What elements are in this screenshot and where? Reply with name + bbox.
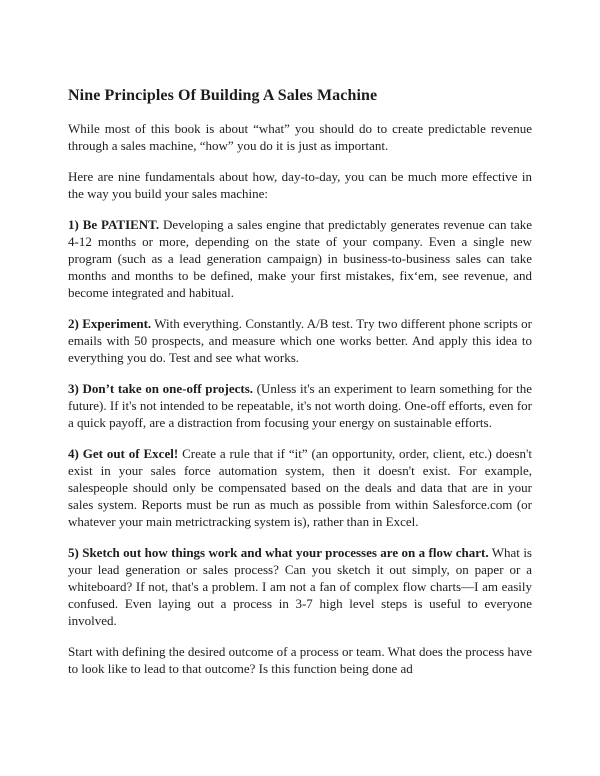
principle-3-lead: 3) Don’t take on one-off projects.: [68, 381, 254, 396]
page-title: Nine Principles Of Building A Sales Machine: [68, 87, 378, 104]
principle-4-lead: 4) Get out of Excel!: [68, 446, 179, 461]
principle-5-lead: 5) Sketch out how things work and what your processes are on a flow chart.: [68, 545, 489, 560]
principle-4-paragraph: [68, 445, 532, 530]
paragraph-body: Developing a sales engine that predictably generates revenue can take 4-12 months or more, depending on the state of your company. Even a single new program (such as a lead generation campaign) in business-to-business sales can take months and months to be defined, make your first mistakes, fix‘em, see revenue, and become integrated and habitual.: [68, 217, 532, 300]
paragraph-body: What is your lead generation or sales process? Can you sketch it out simply, on paper or a whiteboard? If not, that's a problem. I am not a fan of complex flow charts—I am easily confused. Even laying out a process in 3-7 high level steps is useful to everyone involved.: [68, 545, 532, 628]
intro-paragraph: [68, 120, 532, 154]
principle-2-paragraph: [68, 315, 532, 366]
principle-5-paragraph: [68, 544, 532, 629]
fundamentals-paragraph: [68, 168, 532, 202]
paragraph-body: With everything. Constantly. A/B test. Try two different phone scripts or emails with 50 prospects, and measure which one works better. And apply this idea to everything you do. Test and see what works.: [68, 316, 532, 365]
principle-1-lead: 1) Be PATIENT.: [68, 217, 160, 232]
principle-2-lead: 2) Experiment.: [68, 316, 152, 331]
paragraph-body: Create a rule that if “it” (an opportunity, order, client, etc.) doesn't exist in your sales force automation system, then it doesn't exist. For example, salespeople should only be compensated based on the deals and data that are in your sales system. Reports must be run as much as possible from within Salesforce.com (or whatever your main metrictracking system is), rather than in Excel.: [68, 446, 532, 529]
principle-1-paragraph: [68, 216, 532, 301]
paragraph-body: While most of this book is about “what” you should do to create predictable revenue through a sales machine, “how” you do it is just as important.: [68, 121, 532, 153]
paragraph-body: Here are nine fundamentals about how, day-to-day, you can be much more effective in the way you build your sales machine:: [68, 169, 532, 201]
principle-3-paragraph: [68, 380, 532, 431]
outcome-paragraph: [68, 643, 532, 677]
paragraph-body: (Unless it's an experiment to learn something for the future). If it's not intended to be repeatable, it's not worth doing. One-off efforts, even for a quick payoff, are a distraction from focusing your energy on sustainable efforts.: [68, 381, 532, 430]
paragraph-body: Start with defining the desired outcome of a process or team. What does the process have to look like to lead to that outcome? Is this function being done ad: [68, 644, 533, 676]
